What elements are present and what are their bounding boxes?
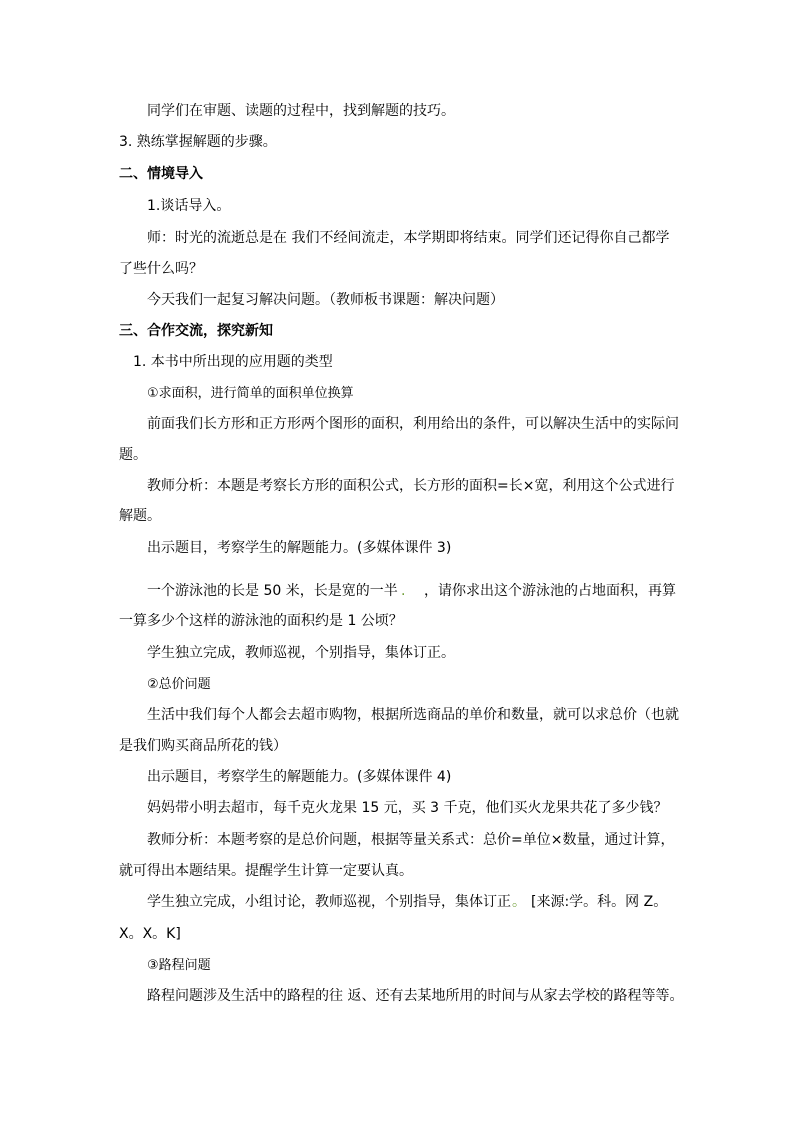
paragraph-line: 出示题目，考察学生的解题能力。(多媒体课件 3) [147,540,452,556]
section-heading-3: 三、合作交流，探究新知 [119,323,273,339]
subsection-heading: 1.谈话导入。 [147,198,231,214]
problem-text: 妈妈带小明去超市，每千克火龙果 15 元，买 3 千克，他们买火龙果共花了多少钱？ [147,800,668,816]
paragraph-line: 今天我们一起复习解决问题。（教师板书课题：解决问题） [147,292,504,308]
paragraph-line: 题。 [119,447,147,463]
section-heading-2: 二、情境导入 [119,166,203,182]
subsection-heading: ③路程问题 [147,958,211,973]
paragraph-line: 了些什么吗？ [119,261,203,277]
green-dot-mark: . [401,583,406,599]
paragraph-line: 教师分析：本题是考察长方形的面积公式，长方形的面积=长×宽，利用这个公式进行 [147,478,675,494]
paragraph-line: 解题。 [119,508,161,524]
subsection-heading: 1. 本书中所出现的应用题的类型 [133,354,333,370]
paragraph-line: 教师分析：本题考察的是总价问题，根据等量关系式：总价=单位×数量，通过计算， [147,832,675,848]
paragraph-line: 同学们在审题、读题的过程中，找到解题的技巧。 [147,103,455,119]
list-item-3: 3. 熟练掌握解题的步骤。 [119,134,277,150]
problem-text: 一个游泳池的长是 50 米，长是宽的一半 [147,583,398,599]
problem-text: ，请你求出这个游泳池的占地面积，再算 [424,583,676,599]
paragraph-line: 是我们购买商品所花的钱） [119,738,287,754]
paragraph-line: 前面我们长方形和正方形两个图形的面积，利用给出的条件，可以解决生活中的实际问 [147,416,679,432]
paragraph-line: 出示题目，考察学生的解题能力。(多媒体课件 4) [147,769,452,785]
paragraph-line: 就可得出本题结果。提醒学生计算一定要认真。 [119,863,413,879]
paragraph-line: 路程问题涉及生活中的路程的往 返、还有去某地所用的时间与从家去学校的路程等等。 [147,988,684,1004]
paragraph-line: 学生独立完成，小组讨论，教师巡视，个别指导，集体订正 [147,894,511,910]
subsection-heading: ②总价问题 [147,677,211,692]
green-period-mark: 。 [512,894,526,910]
source-tag: X。X。K] [119,926,181,942]
paragraph-line: 学生独立完成，教师巡视，个别指导，集体订正。 [147,645,455,661]
subsection-heading: ①求面积，进行简单的面积单位换算 [147,386,354,401]
paragraph-line: 师：时光的流逝总是在 我们不经间流走，本学期即将结束。同学们还记得你自己都学 [147,230,670,246]
problem-text: 一算多少个这样的游泳池的面积约是 1 公顷？ [119,613,403,629]
paragraph-line: 生活中我们每个人都会去超市购物，根据所选商品的单价和数量，就可以求总价（也就 [147,707,679,723]
source-tag: [来源:学。科。网 Z。 [531,894,668,910]
